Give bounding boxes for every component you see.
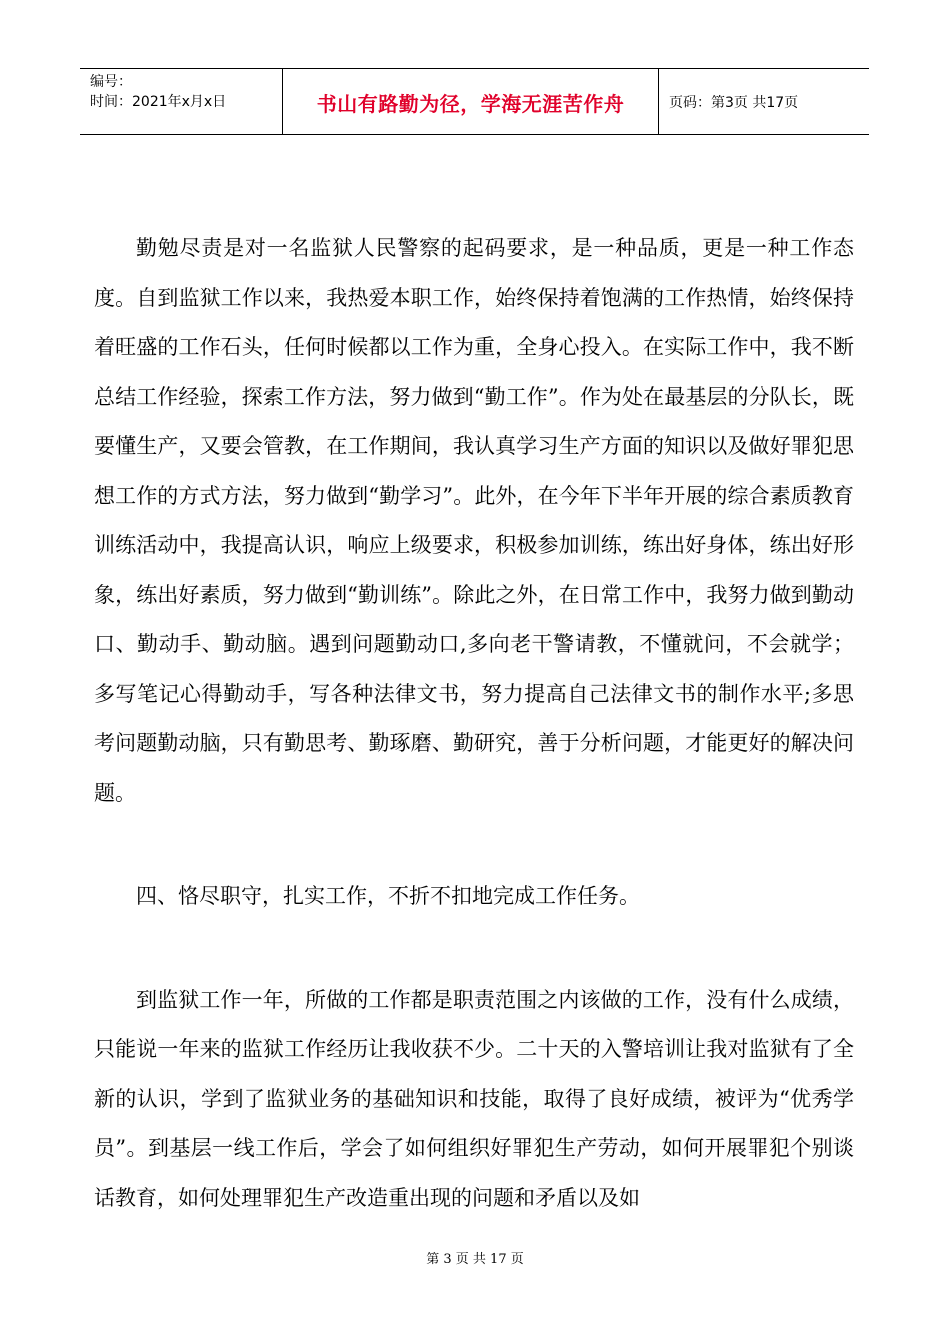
page-footer: 第 3 页 共 17 页 (426, 1252, 524, 1267)
header-meta (80, 69, 283, 134)
body-paragraph: 勤勉尽责是对一名监狱人民警察的起码要求，是一种品质，更是一种工作态度。自到监狱工作以来，我热爱本职工作，始终保持着饱满的工作热情，始终保持着旺盛的工作石头，任何时候都以工作为重，全身心投入。在实际工作中，我不断总结工作经验，探索工作方法，努力做到“勤工作”。作为处在最基层的分队长，既要懂生产，又要会管教，在工作期间，我认真学习生产方面的知识以及做好罪犯思想工作的方式方法，努力做到“勤学习”。此外，在今年下半年开展的综合素质教育训练活动中，我提高认识，响应上级要求，积极参加训练，练出好身体，练出好形象，练出好素质，努力做到“勤训练”。除此之外，在日常工作中，我努力做到勤动口、勤动手、勤动脑。遇到问题勤动口,多向老干警请教，不懂就问，不会就学；多写笔记心得勤动手，写各种法律文书，努力提高自己法律文书的制作水平;多思考问题勤动脑，只有勤思考、勤琢磨、勤研究，善于分析问题，才能更好的解决问题。 (94, 236, 854, 805)
header-motto-cell (283, 69, 659, 134)
header-page-code-cell (659, 69, 869, 134)
section-heading: 四、恪尽职守，扎实工作，不折不扣地完成工作任务。 (136, 884, 640, 908)
header-motto: 书山有路勤为径，学海无涯苦作舟 (316, 92, 625, 116)
document-header (80, 68, 869, 135)
date-label: 时间：2021年x月x日 (90, 94, 227, 110)
header-page-code: 页码：第3页 共17页 (669, 94, 799, 111)
body-paragraph: 到监狱工作一年，所做的工作都是职责范围之内该做的工作，没有什么成绩，只能说一年来的监狱工作经历让我收获不少。二十天的入警培训让我对监狱有了全新的认识，学到了监狱业务的基础知识和技能，取得了良好成绩，被评为“优秀学员”。到基层一线工作后，学会了如何组织好罪犯生产劳动，如何开展罪犯个别谈话教育，如何处理罪犯生产改造重出现的问题和矛盾以及如 (94, 987, 854, 1210)
document-body (94, 224, 854, 1223)
serial-number-label: 编号： (90, 74, 132, 90)
